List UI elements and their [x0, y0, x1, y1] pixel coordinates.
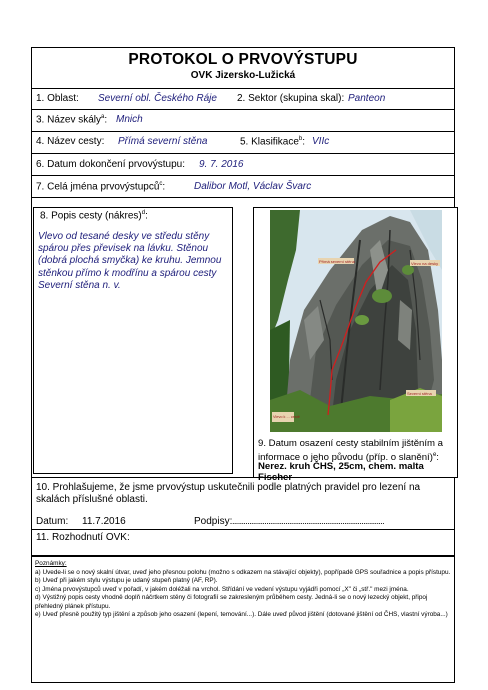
popis-box [33, 207, 233, 474]
photo-label-bottom-right: Severní stěna [407, 391, 432, 396]
page-title: PROTOKOL O PRVOVÝSTUPU [128, 51, 358, 68]
jmena-value: Dalibor Motl, Václav Švarc [194, 181, 312, 192]
cesta-label: 4. Název cesty: [36, 136, 105, 147]
row-prohlaseni [31, 478, 455, 530]
note-b: b) Uveď při jakém stylu výstupu je udaný stupeň platný (AF, RP). [35, 577, 218, 585]
prohlaseni-text: 10. Prohlašujeme, že jsme prvovýstup uskutečnili podle platných pravidel pro lezení na skalách příslušné oblasti. [36, 482, 421, 505]
note-c: c) Jména prvovýstupců uveď v pořadí, v jakém doléžali na vrchol. Střídání ve vedení výstupu vyjádři pomocí „X" či „stř." mezi jména. [35, 585, 409, 593]
photo-label-bottom-left: Vlevo k ... cestě [273, 415, 300, 419]
row-jmena [31, 176, 455, 198]
popis-text: Vlevo od tesané desky ve středu stěny spárou přes převisek na lávku. Stěnou (dobrá plochá smyčka) ke kruhu. Jemnou stěnkou přímo k modřínu a spárou cesty Severní stěna n. v. [38, 231, 222, 291]
osazeni-label: 9. Datum osazení cesty stabilním jištěním a informace o jeho původu (příp. o slanění)$^e$: [258, 438, 444, 463]
podpisy-line: ................................................................................ [232, 516, 385, 526]
row-datum-dokonceni [31, 154, 455, 176]
notes-box [31, 556, 455, 683]
row-skala [31, 110, 455, 132]
row-oblast-sektor [31, 89, 455, 110]
photo-label-top-right: Vlevo na desky [411, 261, 439, 266]
skala-value: Mnich [116, 114, 143, 125]
podpisy-label: Podpisy: [194, 516, 233, 527]
photo-label-left: Přímá severní stěna [319, 259, 355, 264]
route-photo [270, 210, 442, 432]
note-a: a) Uvede-li se o nový skalní útvar, uveď jeho přesnou polohu (možno s odkazem na stávající objekty), popřípadě GPS souřadnice a popis přístupu. [35, 568, 451, 576]
cesta-value: Přímá severní stěna [118, 136, 208, 147]
note-e: e) Uveď přesně použitý typ jištění a způsob jeho osazení (lepení, temování...). Dále uveď původ jištění (dotované jištění od ČHS, vlastní výroba...) [35, 611, 448, 619]
rozhodnuti-label: 11. Rozhodnutí OVK: [36, 532, 130, 543]
sektor-value: Panteon [348, 93, 386, 104]
klasifikace-label: 5. Klasifikace$^b$: [240, 136, 306, 148]
oblast-value: Severní obl. Českého Ráje [98, 93, 217, 104]
prohlaseni-datum-label: Datum: [36, 516, 69, 527]
popis-label: 8. Popis cesty (nákres)$^d$: [40, 210, 148, 222]
note-d: d) Výstižný popis cesty vhodně doplň náčrtkem stěny či fotografií se zakresleným průběhem cesty. Jedná-li se o nový lezecký objekt, připoj přehledný plánek přístupu. [35, 594, 428, 610]
protocol-header [31, 47, 455, 89]
datum-dokonceni-label: 6. Datum dokončení prvovýstupu: [36, 159, 185, 170]
prohlaseni-datum-value: 11.7.2016 [82, 516, 126, 527]
row-cesta-klasifikace [31, 132, 455, 154]
datum-dokonceni-value: 9. 7. 2016 [199, 159, 244, 170]
sektor-label: 2. Sektor (skupina skal): [237, 93, 345, 104]
skala-label: 3. Název skály$^a$: [36, 114, 108, 126]
oblast-label: 1. Oblast: [36, 93, 79, 104]
klasifikace-value: VIIc [312, 136, 330, 147]
osazeni-value: Nerez. kruh ČHS, 25cm, chem. malta Fischer [258, 461, 424, 483]
row-rozhodnuti [31, 530, 455, 556]
jmena-label: 7. Celá jména prvovýstupců$^c$: [36, 181, 166, 193]
rock-photo-svg [270, 210, 442, 432]
notes-heading: Poznámky: [35, 560, 67, 567]
page-subtitle: OVK Jizersko-Lužická [190, 70, 296, 81]
